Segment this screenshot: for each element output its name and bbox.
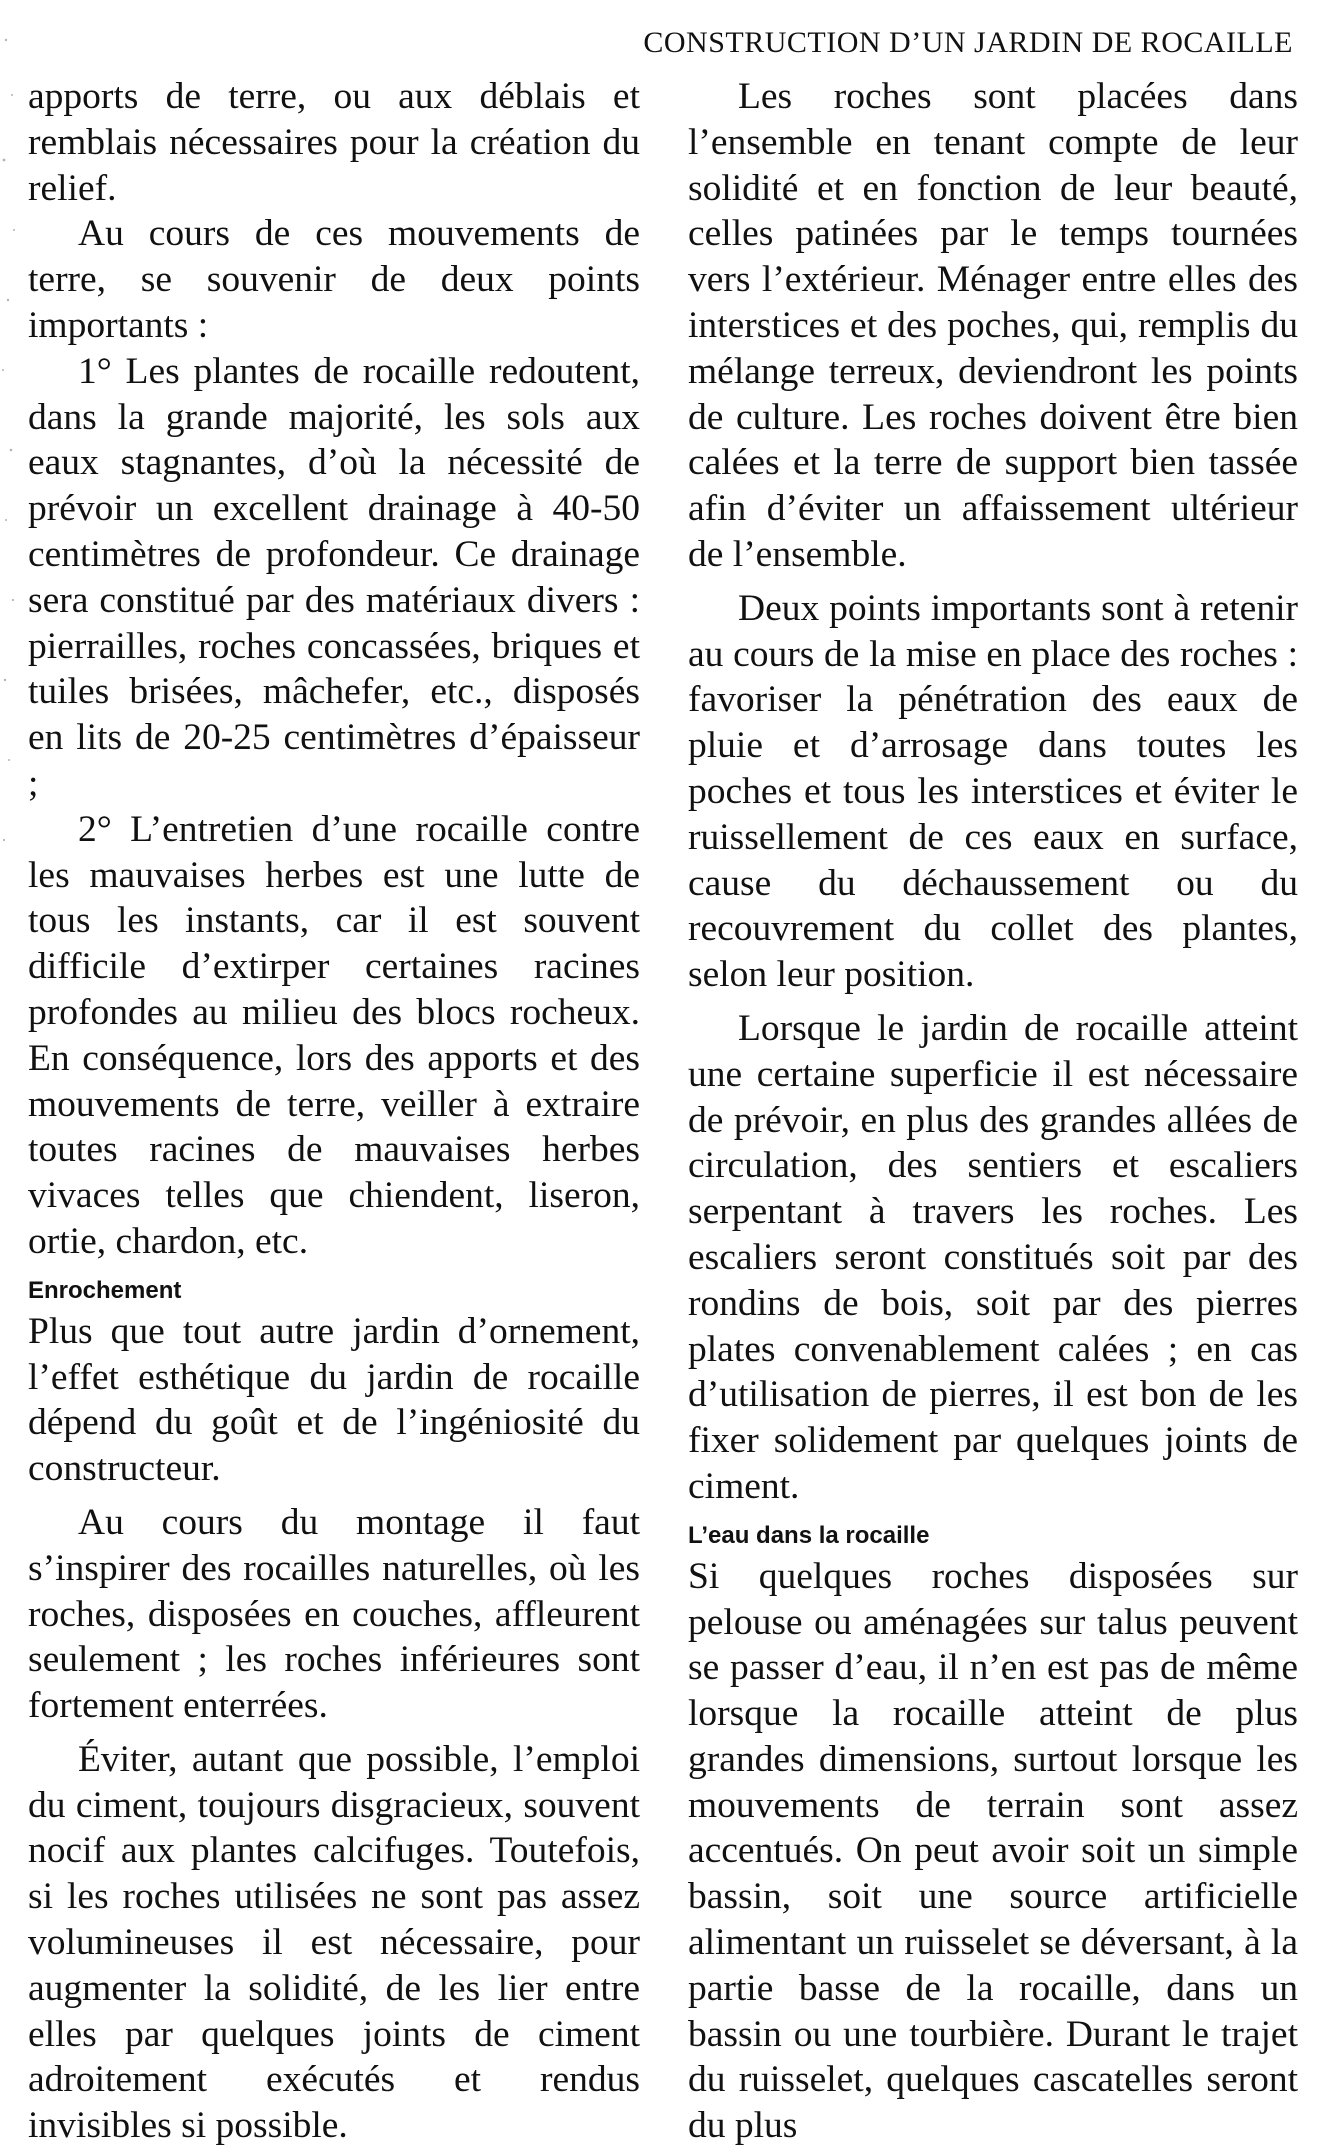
list-item-2: 2° L’entretien d’une rocaille contre les mauvaises herbes est une lutte de tous les instants, car il est souvent difficile d’extirper certaines racines profondes au milieu des blocs rocheux. En conséquence, lors des apports et des mouvements de terre, veiller à extraire toutes racines de mauvaises herbes vivaces telles que chiendent, liseron, ortie, chardon, etc. [28,808,640,1262]
paragraph: Plus que tout autre jardin d’ornement, l’effet esthétique du jardin de rocaille dépend du goût et de l’ingéniosité du constructeur. [28,1310,640,1490]
paragraph: Si quelques roches disposées sur pelouse ou aménagées sur talus peuvent se passer d’eau, il n’en est pas de même lorsque la rocaille atteint de plus grandes dimensions, surtout lorsque les mouvements de terrain sont assez accentués. On peut avoir soit un simple bassin, soit une source artificielle alimentant un ruisselet se déversant, à la partie basse de la rocaille, dans un bassin ou une tourbière. Durant le trajet du ruisselet, quelques cascatelles seront du plus [688,1555,1298,2147]
list-item-1: 1° Les plantes de rocaille redoutent, dans la grande majorité, les sols aux eaux stagnantes, d’où la nécessité de prévoir un excellent drainage à 40-50 centimètres de profondeur. Ce drainage sera constitué par des matériaux divers : pierrailles, roches concassées, briques et tuiles brisées, mâchefer, etc., disposés en lits de 20-25 centimètres d’épaisseur ; [28,350,640,804]
paragraph: apports de terre, ou aux déblais et remblais nécessaires pour la création du relief. [28,76,640,209]
paragraph: Lorsque le jardin de rocaille atteint une certaine superficie il est nécessaire de prévoir, en plus des grandes allées de circulation, des sentiers et escaliers serpentant à travers les roches. Les escaliers seront constitués soit par des rondins de bois, soit par des pierres plates convenablement calées ; en cas d’utilisation de pierres, il est bon de les fixer solidement par quelques joints de ciment. [688,1007,1298,1507]
paragraph: Au cours de ces mouvements de terre, se souvenir de deux points importants : [28,213,640,346]
paragraph: Deux points importants sont à retenir au cours de la mise en place des roches : favoriser la pénétration des eaux de pluie et d’arrosage dans toutes les poches et tous les interstices et éviter le ruissellement de ces eaux en surface, cause du déchaussement ou du recouvrement du collet des plantes, selon leur position. [688,587,1298,996]
scan-noise-margin [0,0,30,900]
right-column [688,74,1298,2149]
left-column [28,74,640,2149]
section-heading-eau: L’eau dans la rocaille [688,1521,930,1549]
paragraph: Éviter, autant que possible, l’emploi du ciment, toujours disgracieux, souvent nocif aux plantes calcifuges. Toutefois, si les roches utilisées ne sont pas assez volumineuses il est nécessaire, pour augmenter la solidité, de les lier entre elles par quelques joints de ciment adroitement exécutés et rendus invisibles si possible. [28,1738,640,2147]
paragraph: Au cours du montage il faut s’inspirer des rocailles naturelles, où les roches, disposées en couches, affleurent seulement ; les roches inférieures sont fortement enterrées. [28,1501,640,1727]
running-title: CONSTRUCTION D’UN JARDIN DE ROCAILLE [643,26,1293,59]
paragraph: Les roches sont placées dans l’ensemble en tenant compte de leur solidité et en fonction de leur beauté, celles patinées par le temps tournées vers l’extérieur. Ménager entre elles des interstices et des poches, qui, remplis du mélange terreux, deviendront les points de culture. Les roches doivent être bien calées et la terre de support bien tassée afin d’éviter un affaissement ultérieur de l’ensemble. [688,76,1298,575]
section-heading-enrochement: Enrochement [28,1276,182,1304]
